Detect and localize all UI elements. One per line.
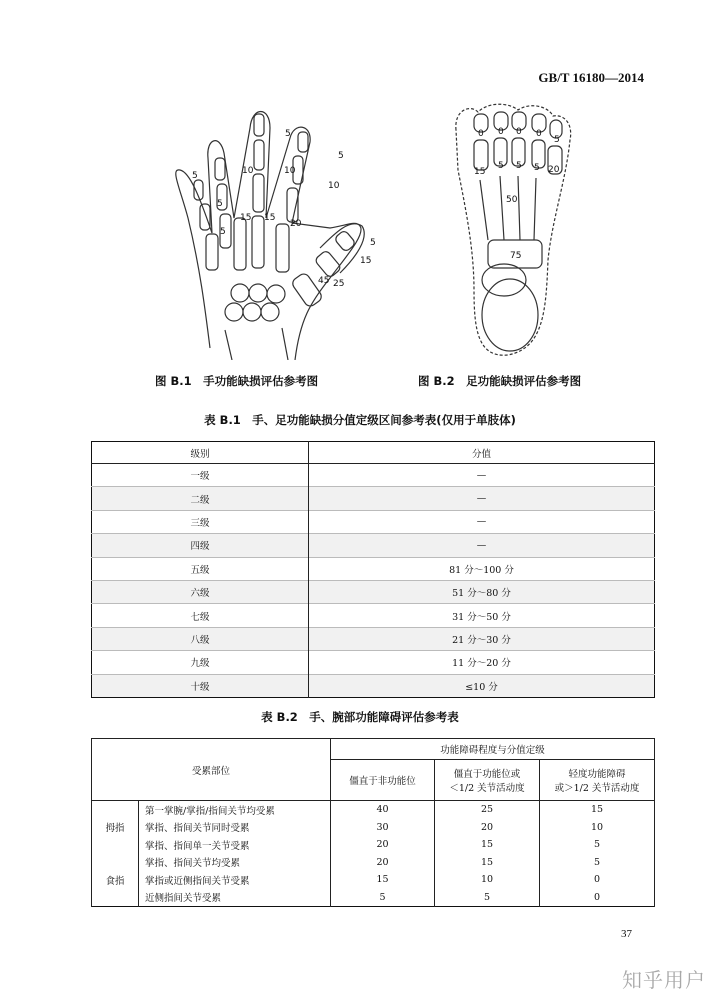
value-cell: 40 [331,801,435,819]
grade-cell: 八级 [92,627,309,650]
foot-label: 0 [478,129,484,139]
hand-label: 5 [220,227,226,237]
hand-label: 5 [285,129,291,139]
header-grade: 级别 [92,442,309,464]
score-cell: — [309,464,655,487]
table-row [92,557,655,580]
foot-label: 15 [474,167,486,177]
group-name: 拇指 [92,801,139,854]
grade-cell: 四级 [92,534,309,557]
table-row [92,487,655,510]
value-cell: 10 [435,871,540,889]
foot-label: 5 [554,135,560,145]
foot-label: 50 [506,195,518,205]
table1-caption: 表 B.1 手、足功能缺损分值定级区间参考表(仅用于单肢体) [204,413,516,427]
hand-label: 20 [290,219,302,229]
item-cell: 掌指、指间关节均受累 [139,854,331,872]
score-cell: — [309,534,655,557]
value-cell: 5 [435,889,540,907]
value-cell: 5 [540,836,655,854]
value-cell: 10 [540,819,655,837]
foot-illustration [448,100,578,362]
grade-cell: 三级 [92,510,309,533]
value-cell: 25 [435,801,540,819]
hand-label: 10 [284,166,296,176]
header-col1: 僵直于非功能位 [331,760,435,801]
hand-label: 45 [318,276,330,286]
table-row [92,651,655,674]
table-header-row [92,739,655,760]
value-cell: 0 [540,889,655,907]
hand-label: 15 [264,213,276,223]
item-cell: 近侧指间关节受累 [139,889,331,907]
hand-label: 15 [360,256,372,266]
hand-label: 5 [192,171,198,181]
header-group: 功能障碍程度与分值定级 [331,739,655,760]
hand-label: 5 [370,238,376,248]
item-cell: 掌指或近侧指间关节受累 [139,871,331,889]
grade-score-table [91,441,655,698]
value-cell: 15 [435,836,540,854]
table-row [92,871,655,889]
hand-label: 10 [328,181,340,191]
hand-label: 25 [333,279,345,289]
header-col3 [540,760,655,801]
score-cell: 11 分～20 分 [309,651,655,674]
hand-label: 15 [240,213,252,223]
hand-figure-caption: 图 B.1 手功能缺损评估参考图 [155,374,319,388]
value-cell: 15 [540,801,655,819]
hand-illustration [170,98,400,360]
score-cell: 51 分～80 分 [309,580,655,603]
foot-label: 0 [536,129,542,139]
watermark: 知乎用户 [622,968,706,992]
foot-label: 0 [516,127,522,137]
item-cell: 第一掌腕/掌指/指间关节均受累 [139,801,331,819]
table-row [92,854,655,872]
page-number: 37 [621,928,632,940]
table-row [92,674,655,697]
table-row [92,819,655,837]
value-cell: 5 [331,889,435,907]
table-row [92,464,655,487]
value-cell: 20 [435,819,540,837]
value-cell: 20 [331,854,435,872]
score-cell: 21 分～30 分 [309,627,655,650]
foot-label: 20 [548,165,560,175]
grade-cell: 一级 [92,464,309,487]
score-cell: — [309,487,655,510]
grade-cell: 七级 [92,604,309,627]
value-cell: 20 [331,836,435,854]
foot-label: 5 [534,163,540,173]
header-col2-line1: 僵直于功能位或 [453,769,521,780]
header-score: 分值 [309,442,655,464]
grade-cell: 六级 [92,580,309,603]
hand-label: 10 [242,166,254,176]
table-row [92,801,655,819]
table-row [92,510,655,533]
foot-label: 5 [498,161,504,171]
value-cell: 0 [540,871,655,889]
header-col3-line1: 轻度功能障碍 [568,769,626,780]
table-row [92,889,655,907]
table-row [92,534,655,557]
score-cell: 31 分～50 分 [309,604,655,627]
standard-code: GB/T 16180—2014 [538,70,644,85]
grade-cell: 二级 [92,487,309,510]
foot-figure [448,100,578,362]
score-cell: — [309,510,655,533]
score-cell: 81 分～100 分 [309,557,655,580]
hand-wrist-table [91,738,655,907]
hand-label: 5 [217,199,223,209]
header-col2 [435,760,540,801]
value-cell: 15 [435,854,540,872]
score-cell: ≤10 分 [309,674,655,697]
table-header-row [92,442,655,464]
header-col2-line2: ＜1/2 关节活动度 [449,783,525,794]
value-cell: 30 [331,819,435,837]
table-row [92,580,655,603]
value-cell: 15 [331,871,435,889]
group-name: 食指 [92,854,139,907]
table-row [92,836,655,854]
foot-label: 75 [510,251,522,261]
hand-figure [170,98,400,360]
item-cell: 掌指、指间单一关节受累 [139,836,331,854]
foot-figure-caption: 图 B.2 足功能缺损评估参考图 [418,374,582,388]
hand-label: 5 [338,151,344,161]
grade-cell: 五级 [92,557,309,580]
header-col3-line2: 或＞1/2 关节活动度 [554,783,640,794]
foot-label: 5 [516,161,522,171]
foot-label: 0 [498,127,504,137]
table2-caption: 表 B.2 手、腕部功能障碍评估参考表 [261,710,459,724]
grade-cell: 九级 [92,651,309,674]
header-part: 受累部位 [92,739,331,801]
table-row [92,627,655,650]
grade-cell: 十级 [92,674,309,697]
table-row [92,604,655,627]
item-cell: 掌指、指间关节同时受累 [139,819,331,837]
value-cell: 5 [540,854,655,872]
